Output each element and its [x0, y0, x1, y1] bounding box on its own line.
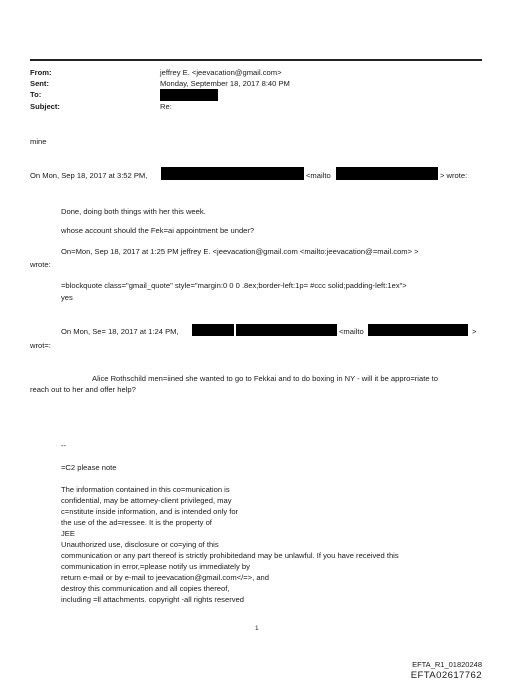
to-label: To: — [30, 90, 42, 99]
quote-header-3-end: > — [472, 327, 477, 336]
quoted-line-alice-2: reach out to her and offer help? — [30, 385, 136, 394]
subject-label: Subject: — [30, 102, 60, 111]
quote-header-2: On=Mon, Sep 18, 2017 at 1:25 PM jeffrey E. <jeevacation@gmail.com <mailto:jeevacation@=mail.com> > — [61, 247, 419, 256]
quote-header-3: On Mon, Se= 18, 2017 at 1:24 PM, — [61, 327, 179, 336]
sent-value: Monday, September 18, 2017 8:40 PM — [160, 79, 290, 88]
sent-label: Sent: — [30, 79, 49, 88]
redaction-1b — [336, 167, 438, 180]
disclaimer-line: return e-mail or by e-mail to jeevacation@gmail.com</=>, and — [61, 573, 269, 582]
reply-text: mine — [30, 137, 47, 146]
quote-header-3-wrote: wrot=: — [30, 341, 51, 350]
quote-header-1-mailto: <mailto — [306, 171, 331, 180]
disclaimer-line: including =ll attachments. copyright -all rights reserved — [61, 595, 244, 604]
quoted-line-done: Done, doing both things with her this week. — [61, 207, 206, 216]
from-label: From: — [30, 68, 52, 77]
to-redaction — [160, 89, 218, 101]
page-number: 1 — [255, 625, 259, 632]
redaction-3c — [368, 324, 468, 336]
disclaimer-line: Unauthorized use, disclosure or co=ying of this — [61, 540, 219, 549]
redaction-3a — [192, 324, 234, 336]
quote-header-2-wrote: wrote: — [30, 260, 51, 269]
please-note: =C2 please note — [61, 463, 117, 472]
disclaimer-line: confidential, may be attorney-client privileged, may — [61, 496, 232, 505]
bates-id-1: EFTA_R1_01820248 — [412, 660, 482, 669]
from-value: jeffrey E. <jeevacation@gmail.com> — [160, 68, 282, 77]
quoted-line-alice-1: Alice Rothschild men=iined she wanted to go to Fekkai and to do boxing in NY - will it be appro=riate to — [92, 374, 438, 383]
header-rule — [30, 59, 482, 61]
disclaimer-line: destroy this communication and all copies thereof, — [61, 584, 230, 593]
quoted-line-whose: whose account should the Fek=ai appointment be under? — [61, 226, 255, 235]
quote-header-1: On Mon, Sep 18, 2017 at 3:52 PM, — [30, 171, 148, 180]
disclaimer-line: The information contained in this co=munication is — [61, 485, 230, 494]
quoted-line-yes: yes — [61, 293, 73, 302]
redaction-3b — [236, 324, 337, 336]
disclaimer-line: the use of the ad=ressee. It is the property of — [61, 518, 212, 527]
disclaimer-line: c=nstitute inside information, and is intended only for — [61, 507, 239, 516]
quote-header-3-mailto: <mailto — [339, 327, 364, 336]
subject-value: Re: — [160, 102, 172, 111]
disclaimer-line: communication in error,=please notify us immediately by — [61, 562, 250, 571]
signature-separator: -- — [61, 441, 67, 450]
disclaimer-line: JEE — [61, 529, 75, 538]
disclaimer-line: communication or any part thereof is strictly prohibitedand may be unlawful. If you have received this — [61, 551, 399, 560]
bates-id-2: EFTA02617762 — [410, 670, 482, 681]
quote-header-1-wrote: > wrote: — [440, 171, 468, 180]
blockquote-line: =blockquote class="gmail_quote" style="margin:0 0 0 .8ex;border-left:1p= #ccc solid;padding-left:1ex"> — [61, 281, 407, 290]
redaction-1a — [161, 167, 304, 180]
